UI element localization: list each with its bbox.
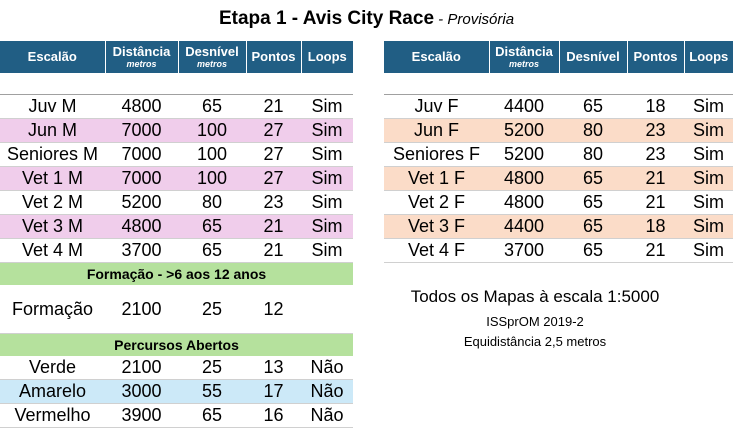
- cell-escalao: Vet 1 M: [0, 167, 105, 191]
- cell-loops: Não: [301, 380, 353, 404]
- cell-distancia: 4800: [105, 95, 178, 119]
- cell-distancia: 5200: [489, 143, 559, 167]
- section-heading-row: [0, 263, 353, 286]
- page-title: [0, 8, 733, 30]
- cell-distancia: 4800: [489, 191, 559, 215]
- cell-loops: Sim: [301, 143, 353, 167]
- cell-desnivel: 65: [559, 167, 627, 191]
- cell-loops: Sim: [684, 167, 733, 191]
- cell-loops: Não: [301, 404, 353, 428]
- cell-pontos: 21: [627, 191, 684, 215]
- cell-desnivel: 65: [559, 215, 627, 239]
- cell-escalao: Vet 3 F: [384, 215, 489, 239]
- cell-desnivel: 65: [178, 215, 246, 239]
- male-categories-table: [0, 41, 353, 428]
- table-row: [0, 119, 353, 143]
- cell-distancia: 7000: [105, 143, 178, 167]
- table-row: [0, 143, 353, 167]
- header-distancia-label: Distância: [112, 44, 171, 59]
- cell-distancia: 5200: [105, 191, 178, 215]
- cell-pontos: 21: [246, 239, 301, 263]
- header-loops: Loops: [301, 41, 353, 73]
- table-row: [0, 404, 353, 428]
- cell-loops: Sim: [301, 239, 353, 263]
- spacer-row: [384, 73, 733, 95]
- table-header-row: [0, 41, 353, 73]
- header-desnivel: [178, 41, 246, 73]
- cell-loops: Sim: [301, 95, 353, 119]
- cell-loops: Sim: [684, 239, 733, 263]
- cell-desnivel: 65: [178, 239, 246, 263]
- table-row: [0, 356, 353, 380]
- cell-pontos: 12: [246, 285, 301, 334]
- header-desnivel: Desnível: [559, 41, 627, 73]
- title-main: Etapa 1 - Avis City Race: [218, 8, 435, 29]
- table-row: [0, 95, 353, 119]
- cell-loops: Sim: [684, 143, 733, 167]
- cell-pontos: 23: [627, 119, 684, 143]
- cell-loops: Sim: [684, 215, 733, 239]
- cell-desnivel: 80: [559, 119, 627, 143]
- cell-desnivel: 65: [559, 191, 627, 215]
- cell-loops: Sim: [301, 215, 353, 239]
- cell-escalao: Vermelho: [0, 404, 105, 428]
- cell-escalao: Formação: [0, 285, 105, 334]
- female-categories-table: [384, 41, 733, 263]
- cell-pontos: 23: [246, 191, 301, 215]
- cell-escalao: Juv F: [384, 95, 489, 119]
- cell-distancia: 3900: [105, 404, 178, 428]
- table-row: [0, 191, 353, 215]
- table-row: [384, 191, 733, 215]
- cell-loops: Sim: [301, 167, 353, 191]
- cell-distancia: 7000: [105, 119, 178, 143]
- spacer-row: [0, 73, 353, 95]
- cell-pontos: 16: [246, 404, 301, 428]
- cell-escalao: Vet 2 F: [384, 191, 489, 215]
- cell-desnivel: 65: [559, 239, 627, 263]
- cell-loops: Não: [301, 356, 353, 380]
- header-distancia-label: Distância: [495, 44, 553, 59]
- header-escalao: Escalão: [384, 41, 489, 73]
- table-row: [384, 95, 733, 119]
- cell-pontos: 21: [246, 95, 301, 119]
- cell-distancia: 4800: [105, 215, 178, 239]
- cell-desnivel: 65: [559, 95, 627, 119]
- cell-loops: Sim: [301, 119, 353, 143]
- table-row: [384, 119, 733, 143]
- header-desnivel-label: Desnível: [185, 44, 239, 59]
- cell-escalao: Jun F: [384, 119, 489, 143]
- cell-distancia: 2100: [105, 356, 178, 380]
- cell-pontos: 21: [627, 167, 684, 191]
- cell-distancia: 7000: [105, 167, 178, 191]
- event-note: ISSprOM 2019-2: [486, 314, 584, 329]
- cell-pontos: 21: [246, 215, 301, 239]
- cell-loops: Sim: [684, 191, 733, 215]
- cell-pontos: 27: [246, 167, 301, 191]
- cell-desnivel: 100: [178, 143, 246, 167]
- title-sub: - Provisória: [434, 11, 515, 28]
- cell-desnivel: 80: [559, 143, 627, 167]
- cell-distancia: 4400: [489, 95, 559, 119]
- header-distancia: [105, 41, 178, 73]
- abertos-heading: Percursos Abertos: [0, 334, 353, 357]
- contour-note: Equidistância 2,5 metros: [463, 334, 607, 349]
- cell-desnivel: 25: [178, 285, 246, 334]
- table-row: [0, 239, 353, 263]
- cell-desnivel: 55: [178, 380, 246, 404]
- header-distancia: [489, 41, 559, 73]
- cell-distancia: 2100: [105, 285, 178, 334]
- cell-pontos: 21: [627, 239, 684, 263]
- cell-escalao: Jun M: [0, 119, 105, 143]
- cell-loops: Sim: [684, 95, 733, 119]
- header-escalao: Escalão: [0, 41, 105, 73]
- cell-pontos: 13: [246, 356, 301, 380]
- cell-pontos: 27: [246, 143, 301, 167]
- cell-escalao: Vet 4 M: [0, 239, 105, 263]
- cell-distancia: 3700: [489, 239, 559, 263]
- formacao-heading: Formação - >6 aos 12 anos: [0, 263, 353, 286]
- cell-desnivel: 100: [178, 167, 246, 191]
- table-row: [0, 285, 353, 334]
- cell-escalao: Seniores F: [384, 143, 489, 167]
- table-row: [384, 215, 733, 239]
- table-row: [0, 215, 353, 239]
- cell-escalao: Juv M: [0, 95, 105, 119]
- header-desnivel-unit: metros: [196, 59, 227, 69]
- header-distancia-unit: metros: [508, 59, 539, 69]
- table-row: [0, 380, 353, 404]
- cell-pontos: 18: [627, 95, 684, 119]
- cell-loops: [301, 285, 353, 334]
- table-row: [384, 239, 733, 263]
- cell-loops: Sim: [684, 119, 733, 143]
- cell-desnivel: 100: [178, 119, 246, 143]
- cell-distancia: 3000: [105, 380, 178, 404]
- cell-escalao: Seniores M: [0, 143, 105, 167]
- cell-desnivel: 25: [178, 356, 246, 380]
- cell-desnivel: 65: [178, 404, 246, 428]
- cell-distancia: 5200: [489, 119, 559, 143]
- cell-pontos: 23: [627, 143, 684, 167]
- cell-pontos: 27: [246, 119, 301, 143]
- cell-pontos: 18: [627, 215, 684, 239]
- table-row: [384, 143, 733, 167]
- cell-escalao: Amarelo: [0, 380, 105, 404]
- table-row: [0, 167, 353, 191]
- cell-escalao: Vet 3 M: [0, 215, 105, 239]
- cell-escalao: Verde: [0, 356, 105, 380]
- table-row: [384, 167, 733, 191]
- table-header-row: [384, 41, 733, 73]
- cell-escalao: Vet 2 M: [0, 191, 105, 215]
- header-loops: Loops: [684, 41, 733, 73]
- header-pontos: Pontos: [627, 41, 684, 73]
- cell-distancia: 4800: [489, 167, 559, 191]
- cell-escalao: Vet 1 F: [384, 167, 489, 191]
- scale-note: Todos os Mapas à escala 1:5000: [410, 287, 660, 306]
- cell-desnivel: 80: [178, 191, 246, 215]
- cell-distancia: 4400: [489, 215, 559, 239]
- header-distancia-unit: metros: [126, 59, 157, 69]
- cell-distancia: 3700: [105, 239, 178, 263]
- cell-loops: Sim: [301, 191, 353, 215]
- header-pontos: Pontos: [246, 41, 301, 73]
- cell-pontos: 17: [246, 380, 301, 404]
- cell-desnivel: 65: [178, 95, 246, 119]
- section-heading-row: [0, 334, 353, 357]
- cell-escalao: Vet 4 F: [384, 239, 489, 263]
